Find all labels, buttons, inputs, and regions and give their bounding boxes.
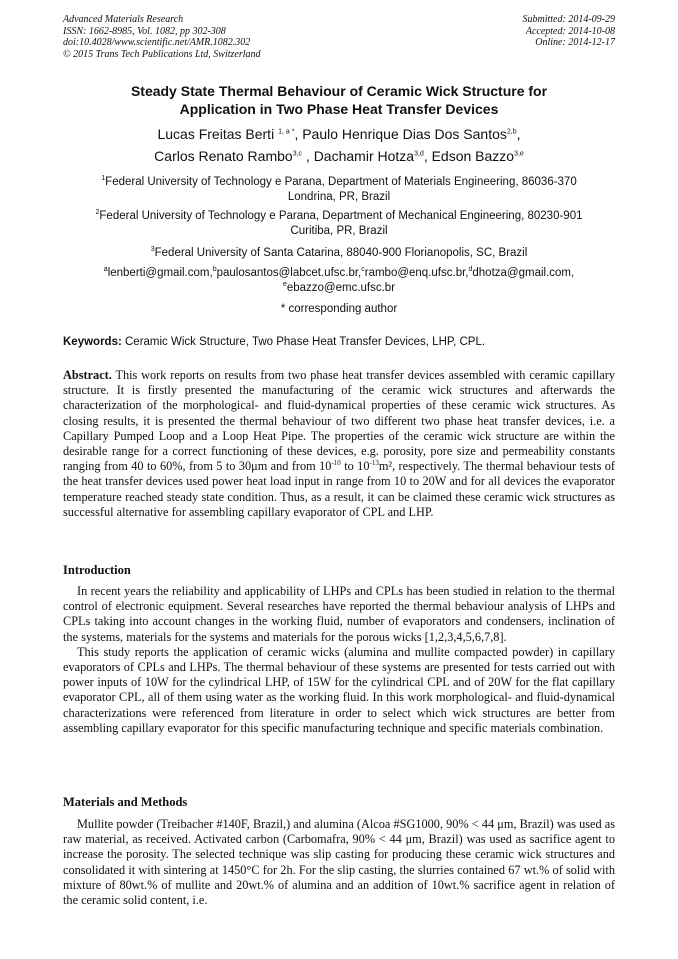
affiliation-text: Curitiba, PR, Brazil — [290, 225, 388, 237]
affiliation-sup: 1 — [101, 175, 106, 183]
author-sup: 3,d — [414, 150, 424, 158]
introduction-heading: Introduction — [63, 563, 131, 577]
abstract-text: This work reports on results from two phase heat transfer devices assembled with ceramic capillary structure. It is firstly presented the manufacturing of the ceramic wick structures and afterwards the characterization of the morphological- and fluid-dynamical properties of these ceramic wick structures. As closing results, it is presented the thermal behaviour of two different two phase heat transfer devices, i.e. a Capillary Pumped Loop and a Loop Heat Pipe. The properties of the ceramic wick structure are within the desirable range for a correct functioning of these devices, e.g. porosity, pore size and permeability constants ranging from 40 to 60%, from 5 to 30μm and from 10 — [63, 368, 615, 474]
author-name: Carlos Renato Rambo — [154, 148, 293, 164]
submitted-date: Submitted: 2014-09-29 — [522, 14, 615, 25]
author-sup: 1, a * — [278, 128, 295, 136]
materials-methods-body — [63, 817, 615, 908]
email-link[interactable]: paulosantos@labcet.ufsc.br, — [216, 267, 362, 279]
journal-doi: doi:10.4028/www.scientific.net/AMR.1082.302 — [63, 37, 251, 48]
paper-title — [40, 82, 638, 118]
author-emails — [40, 266, 638, 296]
introduction-body — [63, 584, 615, 736]
submission-dates — [523, 14, 616, 49]
keywords-label: Keywords: — [63, 336, 122, 348]
author-sup: 3,c — [292, 150, 303, 158]
affiliation-sup: 2 — [95, 209, 100, 217]
keywords — [63, 336, 615, 348]
email-sup: d — [468, 266, 473, 274]
affiliation-2 — [40, 209, 638, 239]
affiliation-text: Federal University of Technology e Parana, Department of Materials Engineering, 86036-370 — [105, 176, 577, 188]
corresponding-author-note: * corresponding author — [280, 303, 398, 315]
email-link[interactable]: ebazzo@emc.ufsc.br — [286, 282, 396, 294]
paragraph: This study reports the application of ceramic wicks (alumina and mullite compacted powder) in capillary evaporators of CPLs and LHPs. The thermal behaviour of these systems are presented for tests carried out with power inputs of 10W for the cylindrical LHP, of 15W for the cylindrical CPL and of 20W for the flat capillary evaporator CPL, all of them using water as the working fluid. In this work morphological- and fluid-dynamical characterizations were referenced from literature in order to select which wick structures are better from assembling capillary evaporator for this specific manufacturing technique and specific materials combination. — [63, 644, 615, 735]
abstract-text: m², respectively. The thermal behaviour tests of the heat transfer devices used power heat load input in range from 10 to 20W and for all devices the evaporator temperature reached steady state condition. Thus, as a result, it can be claimed these ceramic wick structures as successful alternative for assembling capillary evaporator of CPL and LHP. — [63, 459, 616, 519]
email-sup: a — [103, 266, 108, 274]
affiliation-1 — [40, 175, 638, 205]
author-list — [40, 123, 638, 167]
email-sup: c — [361, 266, 365, 274]
author-name: , Dachamir Hotza — [302, 148, 415, 164]
keywords-text: Ceramic Wick Structure, Two Phase Heat Transfer Devices, LHP, CPL. — [121, 336, 486, 348]
author-name: , Edson Bazzo — [423, 148, 515, 164]
journal-header — [63, 14, 261, 60]
author-sup: 3,e — [514, 150, 524, 158]
email-sup: e — [282, 281, 287, 289]
affiliation-text: Federal University of Santa Catarina, 88040-900 Florianopolis, SC, Brazil — [154, 247, 528, 259]
affiliation-text: Londrina, PR, Brazil — [287, 191, 391, 203]
author-name: Lucas Freitas Berti — [157, 126, 275, 142]
affiliation-text: Federal University of Technology e Parana, Department of Mechanical Engineering, 80230-901 — [99, 210, 583, 222]
author-sup: 2,b — [506, 128, 517, 136]
abstract-exponent: -10 — [331, 459, 341, 468]
authors-line-1 — [40, 123, 638, 145]
email-link[interactable]: dhotza@gmail.com, — [472, 267, 575, 279]
paragraph: In recent years the reliability and applicability of LHPs and CPLs has been studied in relation to the thermal control of electronic equipment. Several researches have reported the thermal behaviour analysis of LHPs and CPLs taking into account changes in the working fluid, number of evaporators and condensers, inclination of the systems, materials for the systems and materials for the porous wicks [1,2,3,4,5,6,7,8]. — [63, 584, 615, 644]
abstract-label: Abstract. — [63, 368, 112, 382]
online-date: Online: 2014-12-17 — [535, 37, 615, 48]
materials-methods-heading: Materials and Methods — [63, 795, 188, 809]
paragraph: Mullite powder (Treibacher #140F, Brazil,) and alumina (Alcoa #SG1000, 90% < 44 μm, Brazil) was used as raw material, as received. Activated carbon (Carbomafra, 90% < 44 μm, Brazil) was used as sacrifice agent to increase the porosity. The selected technique was slip casting for producing these ceramic wick structures and consolidated it with sintering at 1450°C for 2h. For the slip casting, the slurries contained 67 wt.% of solid with mixture of 80wt.% of mullite and 20wt.% of alumina and an addition of 10wt.% sacrifice agent in relation of the ceramic solid content, i.e. — [63, 817, 615, 908]
title-line-1: Steady State Thermal Behaviour of Ceramic Wick Structure for — [130, 83, 548, 99]
email-link[interactable]: rambo@enq.ufsc.br, — [364, 267, 469, 279]
email-link[interactable]: lenberti@gmail.com, — [107, 267, 213, 279]
authors-line-2 — [40, 145, 638, 167]
title-line-2: Application in Two Phase Heat Transfer Devices — [179, 101, 499, 117]
author-separator: , — [516, 126, 521, 142]
accepted-date: Accepted: 2014-10-08 — [525, 25, 615, 37]
journal-issn: ISSN: 1662-8985, Vol. 1082, pp 302-308 — [63, 25, 226, 37]
abstract — [63, 368, 615, 520]
affiliation-3 — [40, 246, 638, 261]
abstract-text: to 10 — [340, 459, 370, 474]
affiliation-sup: 3 — [150, 246, 155, 254]
email-sup: b — [212, 266, 217, 274]
journal-copyright: © 2015 Trans Tech Publications Ltd, Switzerland — [63, 48, 261, 60]
abstract-exponent: -13 — [369, 459, 379, 468]
author-name: , Paulo Henrique Dias Dos Santos — [294, 126, 507, 142]
journal-name: Advanced Materials Research — [63, 14, 184, 25]
